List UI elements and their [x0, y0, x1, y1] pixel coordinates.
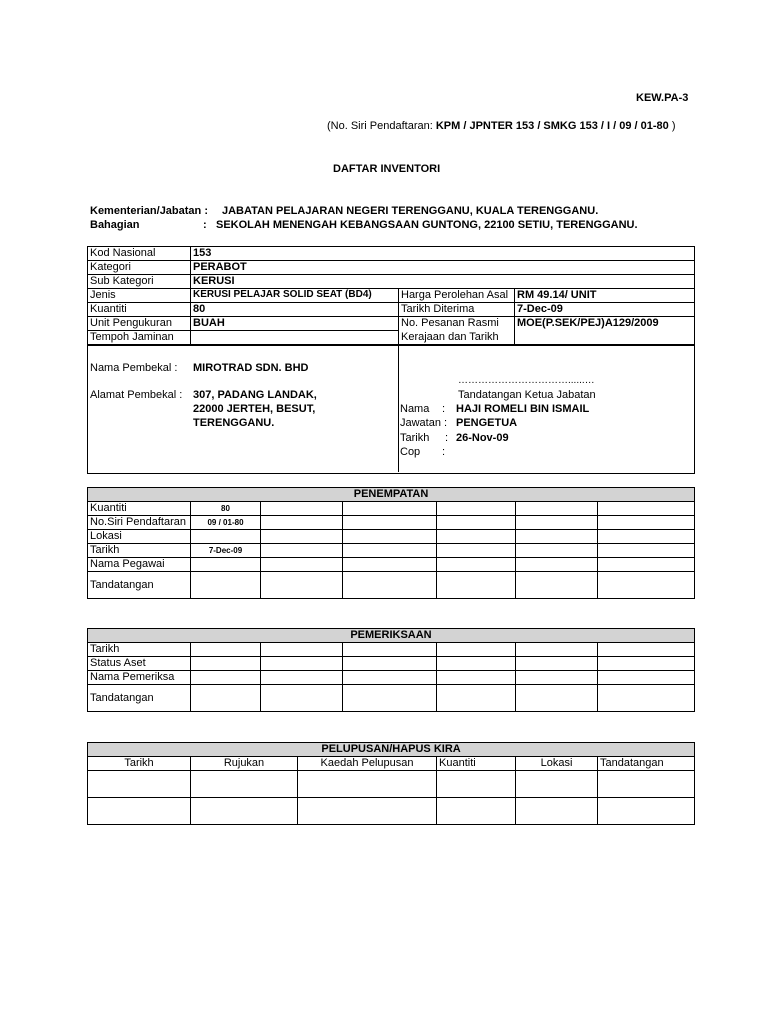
- supplier-address-line-1: 307, PADANG LANDAK,: [193, 389, 317, 401]
- unit-label: Unit Pengukuran: [88, 317, 191, 331]
- ministry-label: Kementerian/Jabatan :: [90, 205, 208, 217]
- signer-name-label: Nama: [400, 403, 430, 415]
- signer-position-value: PENGETUA: [456, 417, 518, 429]
- pesanan-label-2: Kerajaan dan Tarikh: [399, 331, 515, 345]
- column-header-tandatangan: Tandatangan: [598, 757, 695, 771]
- column-header-tarikh: Tarikh: [88, 757, 191, 771]
- row-label: Lokasi: [88, 530, 191, 544]
- column-header-row: [88, 757, 695, 771]
- row-value: 09 / 01-80: [191, 516, 261, 530]
- box-divider: [398, 345, 399, 472]
- row-label: No.Siri Pendaftaran: [88, 516, 191, 530]
- registration-prefix: (No. Siri Pendaftaran:: [327, 120, 433, 132]
- jenis-value: KERUSI PELAJAR SOLID SEAT (BD4): [191, 289, 399, 303]
- stamp-label: Cop: [400, 446, 421, 458]
- registration-suffix: ): [671, 120, 676, 132]
- table-row: [88, 657, 695, 671]
- column-header-rujukan: Rujukan: [191, 757, 298, 771]
- table-row: [88, 671, 695, 685]
- tarikh-diterima-label: Tarikh Diterima: [399, 303, 515, 317]
- column-header-kuantiti: Kuantiti: [437, 757, 516, 771]
- row-label: Nama Pegawai: [88, 558, 191, 572]
- row-value: 7-Dec-09: [191, 544, 261, 558]
- unit-value: BUAH: [191, 317, 399, 331]
- table-row: [88, 685, 695, 712]
- kuantiti-value: 80: [191, 303, 399, 317]
- table-row: [88, 643, 695, 657]
- jaminan-label: Tempoh Jaminan: [88, 331, 191, 345]
- page-title: DAFTAR INVENTORI: [333, 163, 441, 175]
- signer-name-colon: :: [442, 403, 446, 415]
- pemeriksaan-table: [87, 628, 695, 712]
- supplier-address-line-2: 22000 JERTEH, BESUT,: [193, 403, 316, 415]
- registration-line: [327, 120, 676, 132]
- table-row: [88, 558, 695, 572]
- kategori-label: Kategori: [88, 261, 191, 275]
- pesanan-label-1: No. Pesanan Rasmi: [399, 317, 515, 331]
- row-label: Tarikh: [88, 643, 191, 657]
- division-value: SEKOLAH MENENGAH KEBANGSAAN GUNTONG, 22100 SETIU, TERENGGANU.: [216, 219, 638, 231]
- registration-number: KPM / JPNTER 153 / SMKG 153 / I / 09 / 01-80: [435, 120, 669, 132]
- table-row: [88, 544, 695, 558]
- kategori-value: PERABOT: [191, 261, 695, 275]
- kuantiti-label: Kuantiti: [88, 303, 191, 317]
- table-row: [88, 502, 695, 516]
- signer-name-value: HAJI ROMELI BIN ISMAIL: [456, 403, 590, 415]
- pesanan-value: MOE(P.SEK/PEJ)A129/2009: [515, 317, 695, 345]
- table-row: [88, 771, 695, 798]
- table-row: [88, 516, 695, 530]
- penempatan-table: [87, 487, 695, 599]
- row-label: Tandatangan: [88, 572, 191, 599]
- kod-nasional-label: Kod Nasional: [88, 247, 191, 261]
- column-header-lokasi: Lokasi: [516, 757, 598, 771]
- signature-caption: Tandatangan Ketua Jabatan: [458, 389, 596, 401]
- sub-kategori-label: Sub Kategori: [88, 275, 191, 289]
- kod-nasional-value: 153: [191, 247, 695, 261]
- supplier-signature-box: [87, 345, 695, 474]
- signer-date-colon: :: [445, 432, 449, 444]
- row-label: Status Aset: [88, 657, 191, 671]
- sub-kategori-value: KERUSI: [191, 275, 695, 289]
- pemeriksaan-title: PEMERIKSAAN: [88, 629, 695, 643]
- penempatan-title: PENEMPATAN: [88, 488, 695, 502]
- ministry-value: JABATAN PELAJARAN NEGERI TERENGGANU, KUALA TERENGGANU.: [222, 205, 599, 217]
- row-value: [191, 572, 261, 599]
- table-row: [88, 798, 695, 825]
- form-code: KEW.PA-3: [636, 92, 689, 104]
- division-colon: :: [203, 219, 207, 231]
- table-row: [88, 572, 695, 599]
- row-value: 80: [191, 502, 261, 516]
- supplier-name-label: Nama Pembekal :: [90, 362, 178, 374]
- row-value: [191, 530, 261, 544]
- pelupusan-title: PELUPUSAN/HAPUS KIRA: [88, 743, 695, 757]
- signer-date-value: 26-Nov-09: [456, 432, 509, 444]
- tarikh-diterima-value: 7-Dec-09: [515, 303, 695, 317]
- harga-value: RM 49.14/ UNIT: [515, 289, 695, 303]
- supplier-name-value: MIROTRAD SDN. BHD: [193, 362, 309, 374]
- signature-line: ……………………………......…: [458, 375, 595, 386]
- column-header-kaedah: Kaedah Pelupusan: [298, 757, 437, 771]
- table-row: [88, 530, 695, 544]
- division-label: Bahagian: [90, 219, 140, 231]
- supplier-address-label: Alamat Pembekal :: [90, 389, 183, 401]
- jaminan-value: [191, 331, 399, 345]
- harga-label: Harga Perolehan Asal: [399, 289, 515, 303]
- signer-position-label: Jawatan :: [400, 417, 448, 429]
- row-label: Nama Pemeriksa: [88, 671, 191, 685]
- row-label: Tandatangan: [88, 685, 191, 712]
- row-value: [191, 558, 261, 572]
- stamp-colon: :: [442, 446, 446, 458]
- jenis-label: Jenis: [88, 289, 191, 303]
- signer-date-label: Tarikh: [400, 432, 430, 444]
- row-label: Tarikh: [88, 544, 191, 558]
- supplier-address-line-3: TERENGGANU.: [193, 417, 275, 429]
- pelupusan-table: [87, 742, 695, 825]
- asset-details-table: [87, 246, 695, 345]
- row-label: Kuantiti: [88, 502, 191, 516]
